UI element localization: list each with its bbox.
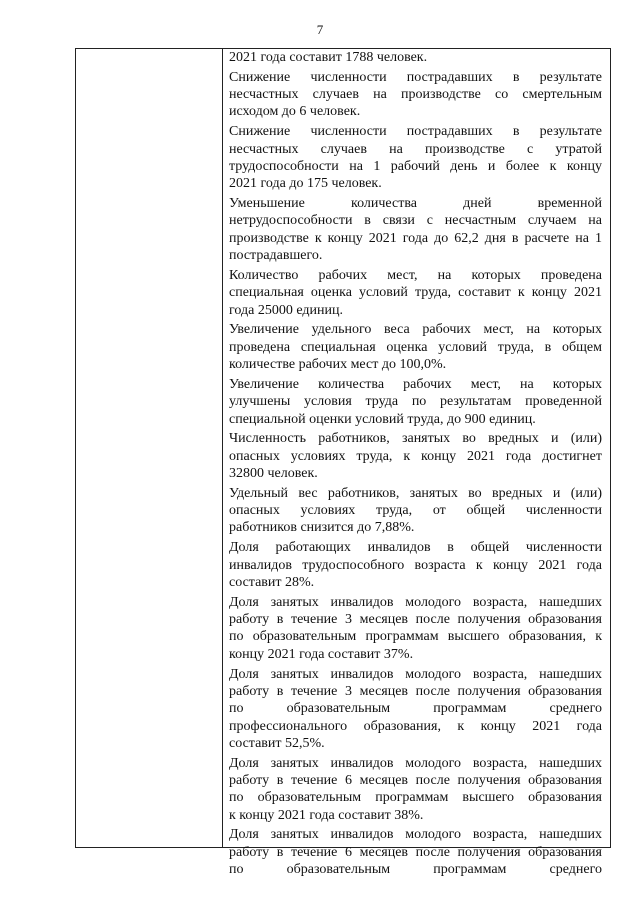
text-cell [229, 49, 602, 881]
paragraph [229, 485, 602, 537]
paragraph [229, 826, 602, 878]
paragraph-line: несчастных случаев на производстве с утратой [229, 141, 602, 157]
paragraph [229, 267, 602, 319]
paragraph [229, 755, 602, 824]
paragraph-line: 2021 года составит 1788 человек. [229, 50, 428, 65]
paragraph-line: Снижение численности пострадавших в результате [229, 124, 602, 140]
paragraph [229, 195, 602, 264]
paragraph-line: опасных условиях труда, от общей численности [229, 503, 602, 519]
paragraph-line: пострадавшего. [229, 248, 323, 264]
paragraph-line: работу в течение 6 месяцев после получения образования [229, 844, 602, 860]
paragraph [229, 430, 602, 482]
paragraph [229, 594, 602, 663]
paragraph-line: несчастных случаев на производстве со смертельным [229, 87, 602, 103]
paragraph-line: Численность работников, занятых во вредных и (или) [229, 431, 602, 447]
paragraph-line: Доля работающих инвалидов в общей численности [229, 540, 602, 556]
paragraph-line: работников снизится до 7,88%. [229, 520, 415, 536]
column-divider [222, 49, 223, 847]
paragraph [229, 666, 602, 752]
page-number: 7 [316, 22, 324, 37]
paragraph-line: проведена специальная оценка условий труда, в общем [229, 339, 602, 355]
paragraph-line: специальная оценка условий труда, составит к концу 2021 [229, 285, 602, 301]
paragraph-line: специальной оценки условий труда, до 900 единиц. [229, 411, 536, 427]
paragraph [229, 69, 602, 121]
paragraph-line: профессионального образования, к концу 2021 года [229, 718, 602, 734]
paragraph-line: Увеличение количества рабочих мест, на которых [229, 376, 602, 392]
paragraph-line: работу в течение 6 месяцев после получения образования [229, 773, 602, 788]
paragraph-line: концу 2021 года составит 37%. [229, 646, 414, 662]
paragraph-line: инвалидов трудоспособного возраста к концу 2021 года [229, 557, 602, 573]
paragraph-line: 32800 человек. [229, 465, 318, 481]
paragraph-line: работу в течение 3 месяцев после получения образования [229, 612, 602, 628]
paragraph [229, 539, 602, 591]
paragraph-line: Доля занятых инвалидов молодого возраста, нашедших [229, 755, 602, 771]
paragraph-line: количестве рабочих мест до 100,0%. [229, 357, 447, 373]
paragraph-line: по образовательным программам высшего образования [229, 790, 602, 806]
paragraph-line: 2021 года до 175 человек. [229, 176, 382, 192]
paragraph-line: улучшены условия труда по результатам проведенной [229, 394, 602, 410]
paragraph [229, 376, 602, 428]
paragraph-line: нетрудоспособности в связи с несчастным случаем на [229, 213, 602, 229]
paragraph-line: к концу 2021 года составит 38%. [229, 807, 424, 823]
paragraph [229, 321, 602, 373]
paragraph-line: работу в течение 3 месяцев после получения образования [229, 683, 602, 699]
paragraph-line: по образовательным программам высшего образования, к [229, 629, 602, 645]
document-table [75, 48, 611, 878]
paragraph-line: составит 52,5%. [229, 735, 325, 751]
paragraph [229, 123, 602, 192]
paragraph-line: Уменьшение количества дней временной [229, 196, 602, 212]
paragraph-line: по образовательным программам среднего [229, 862, 602, 878]
paragraph-line: Снижение численности пострадавших в результате [229, 69, 602, 85]
paragraph-line: исходом до 6 человек. [229, 104, 361, 120]
paragraph-line: Удельный вес работников, занятых во вредных и (или) [229, 485, 602, 501]
paragraph-line: по образовательным программам среднего [229, 701, 602, 717]
paragraph-line: трудоспособности на 1 рабочий день и более к концу [229, 158, 602, 174]
paragraph-line: Доля занятых инвалидов молодого возраста, нашедших [229, 666, 602, 682]
paragraph-line: года 25000 единиц. [229, 302, 343, 318]
paragraph-line: производстве к концу 2021 года до 62,2 дня в расчете на 1 [229, 230, 602, 246]
paragraph-line: Увеличение удельного веса рабочих мест, на которых [229, 322, 602, 338]
paragraph-line: Доля занятых инвалидов молодого возраста, нашедших [229, 594, 602, 610]
paragraph-line: Доля занятых инвалидов молодого возраста, нашедших [229, 827, 602, 843]
paragraph-line: составит 28%. [229, 574, 315, 590]
paragraph [229, 49, 602, 66]
paragraph-line: Количество рабочих мест, на которых проведена [229, 267, 602, 283]
paragraph-line: опасных условиях труда, к концу 2021 года достигнет [229, 448, 602, 464]
